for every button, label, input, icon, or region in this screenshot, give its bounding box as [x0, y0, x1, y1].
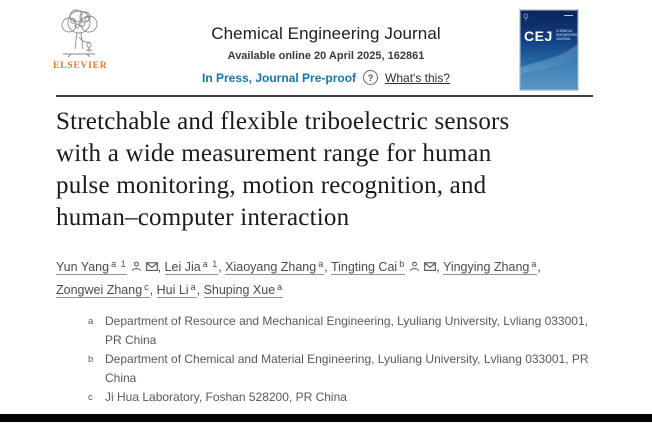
- author[interactable]: [204, 283, 284, 298]
- author-name-link[interactable]: [56, 283, 150, 298]
- journal-cover-art: [520, 10, 578, 90]
- author-name: Hui Li: [156, 283, 189, 297]
- elsevier-tree-icon: [56, 8, 102, 60]
- window-border-bottom: [0, 414, 652, 422]
- author-name: Yingying Zhang: [442, 260, 530, 274]
- author-name: Yun Yang: [56, 260, 110, 274]
- affiliation: [88, 350, 592, 388]
- author-name-link[interactable]: [157, 283, 197, 298]
- author[interactable]: [165, 260, 219, 275]
- author-name-link[interactable]: [225, 260, 324, 275]
- author-affiliation-sup: b: [399, 259, 406, 269]
- affiliation-list: [88, 312, 592, 407]
- author[interactable]: [331, 260, 436, 274]
- author-name: Xiaoyang Zhang: [225, 260, 317, 274]
- author[interactable]: [157, 283, 197, 298]
- article-title: [56, 106, 604, 234]
- cover-subtitle-line: JOURNAL: [556, 37, 571, 41]
- author-name: Lei Jia: [164, 260, 201, 274]
- title-line: with a wide measurement range for human: [56, 140, 492, 167]
- cover-subtitle-line: CHEMICAL: [556, 29, 573, 33]
- in-press-link[interactable]: In Press, Journal Pre-proof: [201, 70, 357, 85]
- author[interactable]: [225, 260, 324, 275]
- person-icon[interactable]: [409, 261, 420, 272]
- author[interactable]: [56, 283, 150, 298]
- affiliation-label: a: [88, 316, 94, 327]
- cover-subtitle-line: ENGINEERING: [556, 33, 578, 37]
- author-affiliation-sup: a: [277, 282, 284, 292]
- author-affiliation-sup: c: [144, 282, 150, 292]
- header-divider: [56, 95, 593, 97]
- author-affiliation-sup: a: [531, 259, 538, 269]
- elsevier-logo[interactable]: [53, 8, 108, 71]
- email-icon[interactable]: [424, 261, 436, 272]
- email-icon[interactable]: [146, 261, 158, 272]
- journal-cover[interactable]: [520, 10, 578, 90]
- journal-header: [112, 24, 540, 85]
- title-line: Stretchable and flexible triboelectric sensors: [56, 108, 510, 135]
- author[interactable]: [56, 260, 158, 274]
- affiliation-text: Department of Resource and Mechanical Engineering, Lyuliang University, Lvliang 033001, PR China: [105, 314, 588, 347]
- affiliation-label: c: [88, 392, 93, 403]
- author-affiliation-sup: a: [318, 259, 325, 269]
- cover-initials: CEJ: [524, 28, 553, 44]
- affiliation-text: Ji Hua Laboratory, Foshan 528200, PR China: [105, 390, 347, 404]
- title-line: human–computer interaction: [56, 204, 350, 231]
- author-affiliation-sup: a 1: [202, 259, 219, 269]
- author-name: Shuping Xue: [203, 283, 276, 297]
- affiliation-label: b: [88, 354, 94, 365]
- author-name-link[interactable]: [56, 260, 127, 275]
- author[interactable]: [443, 260, 537, 275]
- whats-this-link[interactable]: What's this?: [385, 70, 451, 85]
- author-name: Tingting Cai: [330, 260, 398, 274]
- title-line: pulse monitoring, motion recognition, and: [56, 172, 487, 199]
- author-name-link[interactable]: [331, 260, 405, 275]
- affiliation-text: Department of Chemical and Material Engineering, Lyuliang University, Lvliang 033001, PR China: [105, 352, 589, 385]
- author-name-link[interactable]: [204, 283, 284, 298]
- author-name-link[interactable]: [165, 260, 219, 275]
- author-affiliation-sup: a 1: [111, 259, 127, 269]
- journal-title-link[interactable]: Chemical Engineering Journal: [211, 24, 441, 43]
- person-icon[interactable]: [131, 261, 142, 272]
- affiliation: [88, 312, 592, 350]
- availability-text: Available online 20 April 2025, 162861: [227, 50, 425, 62]
- author-name: Zongwei Zhang: [56, 283, 143, 297]
- affiliation: [88, 388, 592, 407]
- elsevier-wordmark: ELSEVIER: [53, 61, 108, 71]
- author-affiliation-sup: a: [190, 282, 197, 292]
- author-name-link[interactable]: [443, 260, 537, 275]
- help-icon[interactable]: ?: [363, 70, 378, 85]
- author-list: Yun Yang $^{a 1}$ , Lei Jia $^{a 1}$, Xiaoyang Zhang $^a$, Tingting Cai $^b$ , Yingying Zhang $^a$, Zongwei Zhang $^c$, Hui Li $^a$, Shuping Xue $^a$: [56, 259, 541, 297]
- status-row: [112, 70, 540, 85]
